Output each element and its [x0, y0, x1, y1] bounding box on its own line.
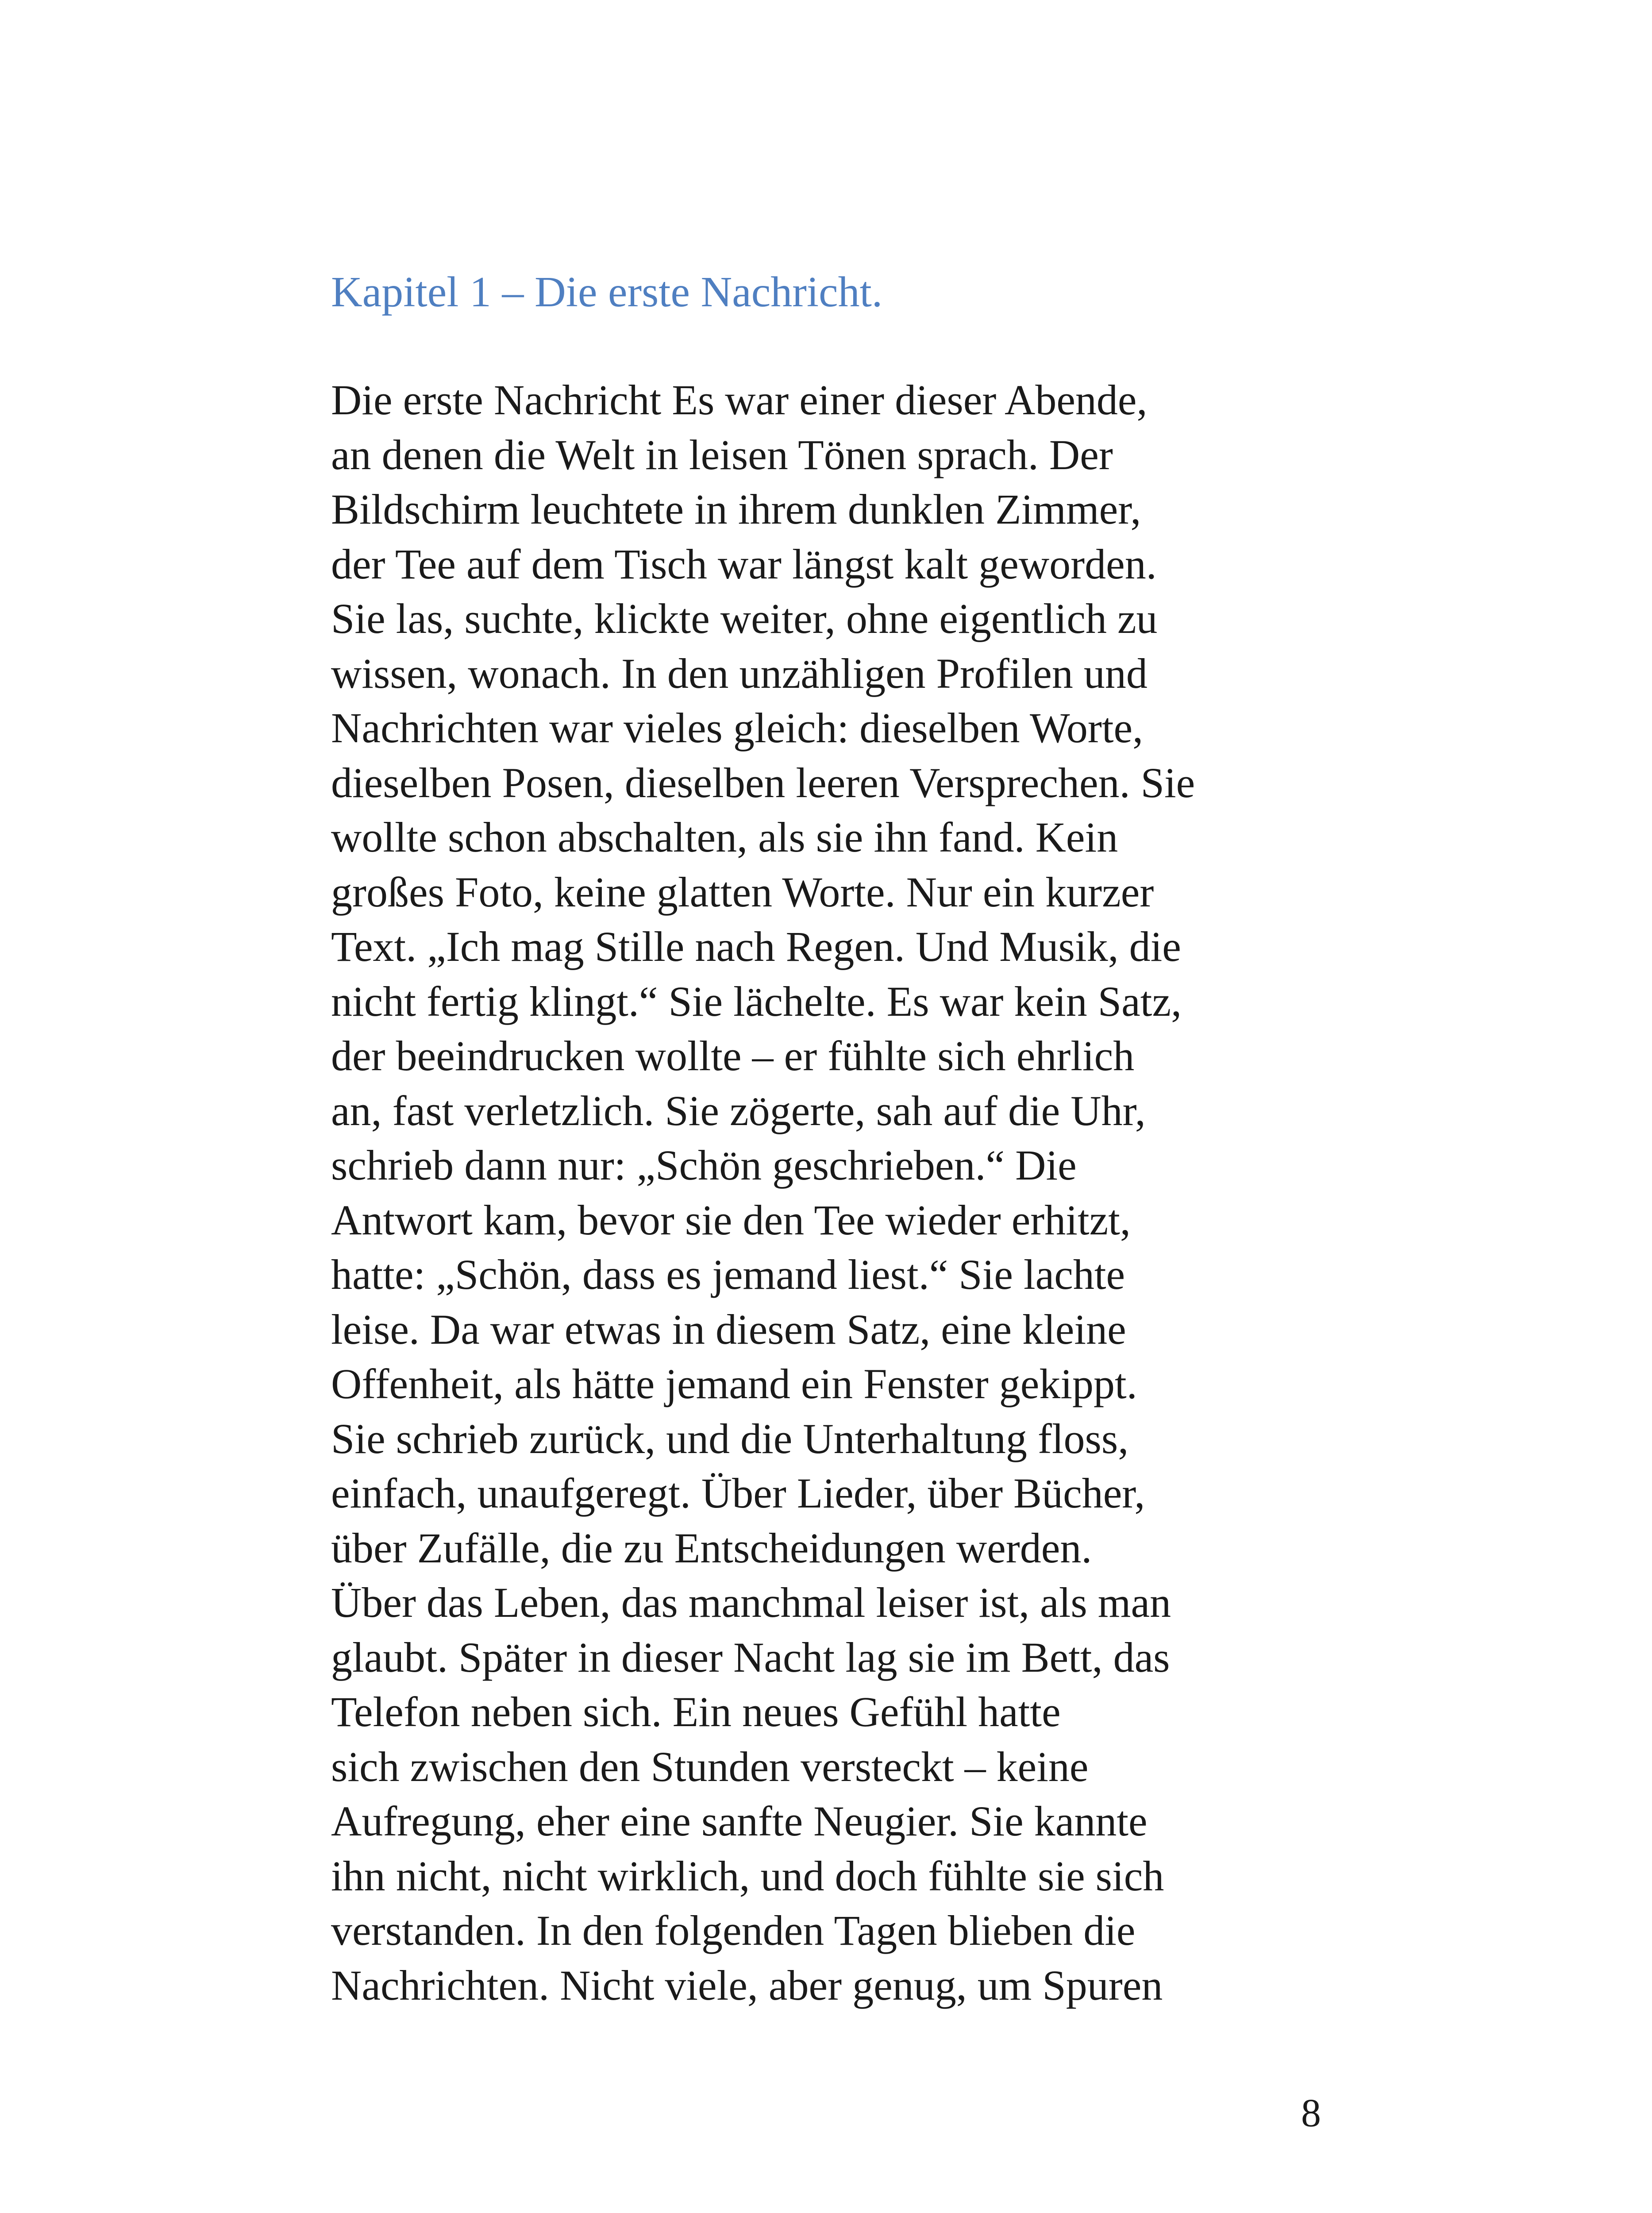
- chapter-title: Kapitel 1 – Die erste Nachricht.: [331, 268, 883, 316]
- text-line: leise. Da war etwas in diesem Satz, eine kleine: [331, 1305, 1126, 1353]
- text-line: Text. „Ich mag Stille nach Regen. Und Musik, die: [331, 923, 1181, 970]
- text-line: großes Foto, keine glatten Worte. Nur ein kurzer: [331, 868, 1154, 916]
- text-line: Nachrichten. Nicht viele, aber genug, um Spuren: [331, 1961, 1163, 2009]
- text-line: Die erste Nachricht Es war einer dieser Abende,: [331, 376, 1148, 424]
- text-line: Antwort kam, bevor sie den Tee wieder erhitzt,: [331, 1196, 1131, 1244]
- text-line: Über das Leben, das manchmal leiser ist, als man: [331, 1579, 1171, 1626]
- text-line: wollte schon abschalten, als sie ihn fand. Kein: [331, 813, 1118, 861]
- text-line: der beeindrucken wollte – er fühlte sich ehrlich: [331, 1032, 1135, 1080]
- text-line: Nachrichten war vieles gleich: dieselben Worte,: [331, 704, 1144, 752]
- text-line: schrieb dann nur: „Schön geschrieben.“ Die: [331, 1141, 1077, 1189]
- text-line: glaubt. Später in dieser Nacht lag sie im Bett, das: [331, 1633, 1170, 1681]
- text-line: Sie schrieb zurück, und die Unterhaltung floss,: [331, 1415, 1129, 1462]
- text-line: nicht fertig klingt.“ Sie lächelte. Es war kein Satz,: [331, 977, 1182, 1025]
- text-line: wissen, wonach. In den unzähligen Profilen und: [331, 649, 1148, 697]
- text-line: einfach, unaufgeregt. Über Lieder, über Bücher,: [331, 1469, 1145, 1517]
- text-line: an, fast verletzlich. Sie zögerte, sah auf die Uhr,: [331, 1087, 1146, 1134]
- text-line: dieselben Posen, dieselben leeren Versprechen. Sie: [331, 759, 1195, 806]
- text-line: Offenheit, als hätte jemand ein Fenster gekippt.: [331, 1360, 1137, 1407]
- text-line: verstanden. In den folgenden Tagen blieben die: [331, 1907, 1136, 1954]
- text-line: ihn nicht, nicht wirklich, und doch fühlte sie sich: [331, 1852, 1164, 1900]
- text-line: Telefon neben sich. Ein neues Gefühl hatte: [331, 1688, 1061, 1735]
- text-line: der Tee auf dem Tisch war längst kalt geworden.: [331, 540, 1157, 588]
- page-number: 8: [1301, 2091, 1321, 2135]
- text-line: an denen die Welt in leisen Tönen sprach. Der: [331, 431, 1113, 478]
- body-text: [331, 373, 1349, 2013]
- text-line: Sie las, suchte, klickte weiter, ohne eigentlich zu: [331, 595, 1158, 642]
- text-line: sich zwischen den Stunden versteckt – keine: [331, 1743, 1089, 1790]
- text-line: hatte: „Schön, dass es jemand liest.“ Sie lachte: [331, 1251, 1125, 1298]
- text-line: über Zufälle, die zu Entscheidungen werden.: [331, 1524, 1092, 1572]
- text-line: Bildschirm leuchtete in ihrem dunklen Zimmer,: [331, 486, 1141, 533]
- text-line: Aufregung, eher eine sanfte Neugier. Sie kannte: [331, 1797, 1148, 1845]
